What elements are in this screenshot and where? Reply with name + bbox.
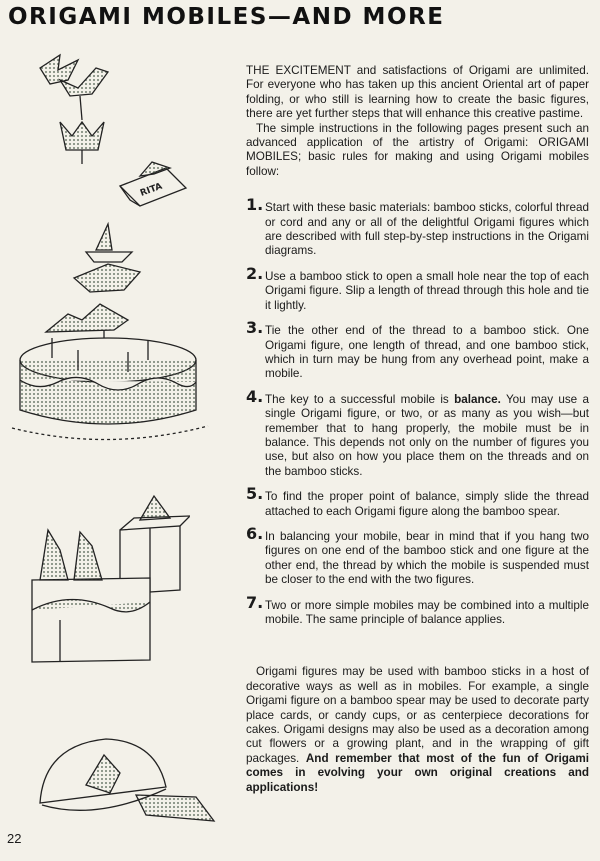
intro-paragraph: THE EXCITEMENT and satisfactions of Origami are unlimited. For everyone who has taken up this ancient Oriental art of paper folding, or who still is learning how to create the basic figures, there are yet further steps that will enhance this creative pastime. xyxy=(246,64,589,121)
rule-item xyxy=(246,523,589,588)
rule-text: Start with these basic materials: bamboo sticks, colorful thread or cord and any or all of the delightful Origami figures which are described with full step-by-step instructions in the Origami diagrams. xyxy=(265,201,589,258)
rule-item xyxy=(246,195,589,259)
page-title: ORIGAMI MOBILES—AND MORE xyxy=(8,4,445,30)
rule-number: 3. xyxy=(246,318,264,338)
birthday-cake-illustration xyxy=(8,220,233,450)
rule-number: 6. xyxy=(246,523,264,543)
rule-item xyxy=(246,592,589,628)
intro-paragraph-2: The simple instructions in the following pages present such an advanced application of the artistry of Origami: ORIGAMI MOBILES; basic rules for making and using Origami mobiles follow: xyxy=(246,121,589,178)
place-card-name: RITA xyxy=(139,181,164,199)
rule-text: Tie the other end of the thread to a bamboo stick. One Origami figure, one length of thread, and one bamboo stick, which in turn may be hung from any overhead point, make a mobile. xyxy=(265,324,589,381)
rule-number: 4. xyxy=(246,386,264,406)
rule-item xyxy=(246,318,589,382)
rule-number: 7. xyxy=(246,592,264,612)
rules-list xyxy=(246,195,589,627)
rule-text: Two or more simple mobiles may be combined into a multiple mobile. The same principle of balance applies. xyxy=(265,598,589,626)
closing-paragraph xyxy=(246,665,589,795)
hat-illustration xyxy=(36,725,216,835)
rule-emphasis: balance. xyxy=(454,392,501,406)
rule-text: In balancing your mobile, bear in mind that if you hang two figures on one end of the bamboo stick and one figure at the other end, the thread by which the mobile is suspended must be closer to the end with the two figures. xyxy=(265,529,589,587)
rule-item xyxy=(246,386,589,479)
rule-number: 5. xyxy=(246,484,264,504)
rule-text: To find the proper point of balance, simply slide the thread attached to each Origami figure along the bamboo spear. xyxy=(265,490,589,518)
closing-text: Origami figures may be used with bamboo sticks in a host of decorative ways as well as in mobiles. For example, a single Origami figure on a bamboo spear may be used to decorate party place cards, or candy cups, or as centerpiece decorations for cakes. Origami designs may also be used as a decoration among cut flowers or a growing plant, and in the wrapping of gift packages. xyxy=(246,665,589,765)
rule-item xyxy=(246,263,589,313)
rule-text: The key to a successful mobile is xyxy=(265,392,455,406)
illustrations-column xyxy=(0,40,240,840)
closing-emphasis: And remember that most of the fun of Origami comes in evolving your own original creations and applications! xyxy=(246,751,589,794)
origami-mobile-illustration xyxy=(20,50,200,210)
rule-number: 1. xyxy=(246,195,264,215)
body-text xyxy=(246,64,589,795)
rule-text: Use a bamboo stick to open a small hole near the top of each Origami figure. Slip a length of thread through this hole and tie it lightly. xyxy=(265,269,589,312)
page-number: 22 xyxy=(7,831,22,846)
rule-text: You may use a single Origami figure, or two, or as many as you wish—but remember that to hang properly, the mobile must be in balance. This depends not only on the number of figures you use, but also on how you place them on the threads and on the bamboo sticks. xyxy=(265,392,589,478)
rule-item xyxy=(246,484,589,519)
rule-number: 2. xyxy=(246,263,264,283)
gift-boxes-illustration xyxy=(30,490,190,670)
